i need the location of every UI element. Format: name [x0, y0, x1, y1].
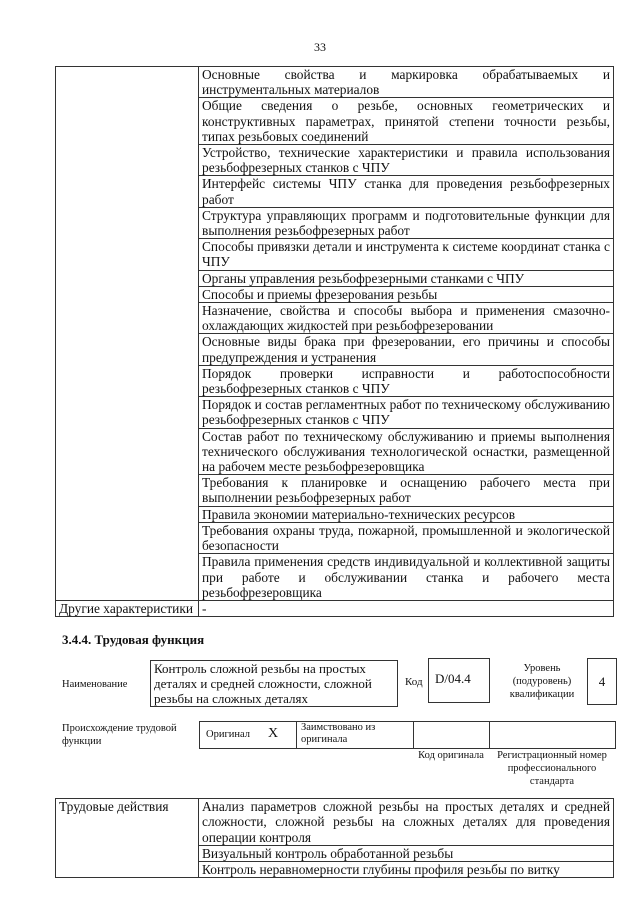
table-row — [56, 799, 614, 846]
knowledge-item: Правила экономии материально-технических ресурсов — [199, 506, 614, 522]
knowledge-item: Устройство, технические характеристики и правила использования резьбофрезерных станков с ЧПУ — [199, 145, 614, 176]
name-label: Наименование — [62, 679, 128, 691]
knowledge-item: Общие сведения о резьбе, основных геометрических и конструктивных параметрах, принятой степени точности резьбы, типах резьбовых соединений — [199, 98, 614, 145]
cell-divider — [413, 722, 414, 748]
knowledge-item: Интерфейс системы ЧПУ станка для проведения резьбофрезерных работ — [199, 176, 614, 207]
origin-table — [199, 721, 616, 749]
other-value: - — [199, 600, 614, 616]
knowledge-item: Основные свойства и маркировка обрабатываемых и инструментальных материалов — [199, 67, 614, 98]
level-label: Уровень (подуровень) квалификации — [509, 663, 575, 701]
section-title: 3.4.4. Трудовая функция — [62, 632, 205, 648]
knowledge-item: Основные виды брака при фрезеровании, его причины и способы предупреждения и устранения — [199, 334, 614, 365]
code-value: D/04.4 — [428, 658, 490, 703]
table-row — [56, 67, 614, 98]
knowledge-table — [55, 66, 614, 617]
knowledge-item: Способы и приемы фрезерования резьбы — [199, 286, 614, 302]
name-value: Контроль сложной резьбы на простых деталях и средней сложности, сложной резьбы на сложных деталях — [150, 660, 398, 707]
actions-label: Трудовые действия — [56, 799, 199, 878]
knowledge-item: Требования охраны труда, пожарной, промышленной и экологической безопасности — [199, 522, 614, 553]
original-mark: X — [268, 726, 279, 742]
actions-table — [55, 798, 614, 878]
cell-divider — [489, 722, 490, 748]
knowledge-item: Требования к планировке и оснащению рабочего места при выполнении резьбофрезерных работ — [199, 475, 614, 506]
knowledge-item: Порядок проверки исправности и работоспособности резьбофрезерных станков с ЧПУ — [199, 365, 614, 396]
original-label: Оригинал — [206, 729, 250, 741]
labor-function-section — [0, 617, 640, 882]
knowledge-item: Структура управляющих программ и подготовительные функции для выполнения резьбофрезерных работ — [199, 207, 614, 238]
knowledge-item: Органы управления резьбофрезерными станками с ЧПУ — [199, 270, 614, 286]
origin-label: Происхождение трудовой функции — [62, 723, 177, 748]
knowledge-item: Назначение, свойства и способы выбора и применения смазочно-охлаждающих жидкостей при резьбофрезеровании — [199, 303, 614, 334]
level-value: 4 — [587, 658, 617, 705]
action-item: Визуальный контроль обработанной резьбы — [199, 845, 614, 861]
code-original-label: Код оригинала — [418, 750, 484, 762]
code-label: Код — [405, 676, 423, 689]
knowledge-item: Состав работ по техническому обслуживанию и приемы выполнения технического обслуживания технологической оснастки, размещенной на рабочем месте резьбофрезеровщика — [199, 428, 614, 475]
knowledge-item: Порядок и состав регламентных работ по техническому обслуживанию резьбофрезерных станков с ЧПУ — [199, 397, 614, 428]
action-item: Анализ параметров сложной резьбы на простых деталях и средней сложности, сложной резьбы на сложных деталях для проведения операции контроля — [199, 799, 614, 846]
action-item: Контроль неравномерности глубины профиля резьбы по витку — [199, 861, 614, 877]
borrowed-label: Заимствовано из оригинала — [301, 722, 376, 746]
knowledge-item: Правила применения средств индивидуальной и коллективной защиты при работе и обслуживании станка и рабочего места резьбофрезеровщика — [199, 554, 614, 601]
knowledge-item: Способы привязки детали и инструмента к системе координат станка с ЧПУ — [199, 239, 614, 270]
cell-divider — [296, 722, 297, 748]
category-cell — [56, 67, 199, 601]
table-row — [56, 600, 614, 616]
reg-number-label: Регистрационный номер профессионального стандарта — [497, 750, 607, 788]
other-label: Другие характеристики — [56, 600, 199, 616]
page-number: 33 — [314, 40, 326, 54]
